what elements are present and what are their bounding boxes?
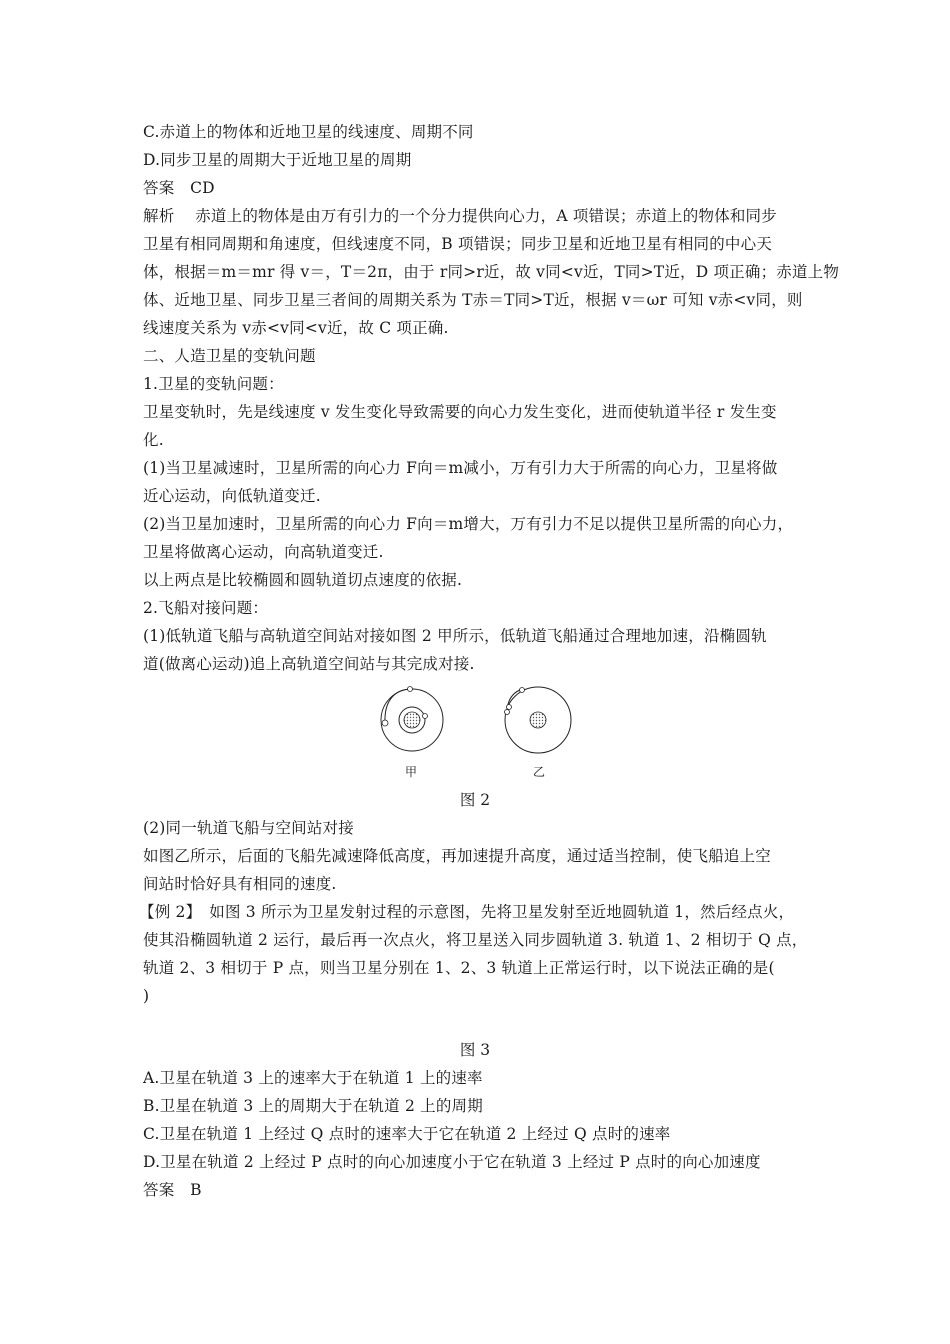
example-2-question: ) — [143, 987, 150, 1005]
analysis-line: 体、近地卫星、同步卫星三者间的周期关系为 T赤＝T同>T近，根据 v＝ωr 可知 v赤<v同，则 — [143, 291, 803, 309]
analysis-line: 体，根据＝m＝mr 得 v＝，T＝2π，由于 r同>r近，故 v同<v近，T同>T近，D 项正确；赤道上物 — [143, 263, 840, 281]
section-heading: 二、人造卫星的变轨问题 — [143, 347, 316, 365]
paragraph-line: (2)当卫星加速时，卫星所需的向心力 F向＝m增大，万有引力不足以提供卫星所需的向心力， — [143, 515, 794, 533]
figure-2a-orbits — [381, 687, 443, 752]
figure-2b-label: 乙 — [533, 765, 546, 779]
figure-2-diagram — [370, 680, 580, 780]
paragraph-line: (1)当卫星减速时，卫星所需的向心力 F向＝m减小，万有引力大于所需的向心力，卫星将做 — [143, 459, 778, 477]
paragraph-line: 卫星变轨时，先是线速度 v 发生变化导致需要的向心力发生变化，进而使轨道半径 r 发生变 — [143, 403, 777, 421]
figure-3-caption: 图 3 — [459, 1041, 491, 1059]
subsection-heading: 2.飞船对接问题： — [143, 599, 269, 617]
analysis-line: 线速度关系为 v赤<v同<v近，故 C 项正确. — [143, 319, 449, 337]
option-a-text: A.卫星在轨道 3 上的速率大于在轨道 1 上的速率 — [143, 1069, 483, 1087]
paragraph-line: 化. — [143, 431, 164, 449]
answer-text: 答案 CD — [143, 179, 215, 197]
example-2-question: 使其沿椭圆轨道 2 运行，最后再一次点火，将卫星送入同步圆轨道 3. 轨道 1、2 相切于 Q 点， — [143, 931, 808, 949]
figure-2a-label: 甲 — [405, 765, 418, 779]
analysis-line: 卫星有相同周期和角速度，但线速度不同，B 项错误；同步卫星和近地卫星有相同的中心天 — [143, 235, 773, 253]
figure-2b-orbits — [505, 687, 572, 753]
figure-2-caption: 图 2 — [459, 791, 491, 809]
option-c-text: C.赤道上的物体和近地卫星的线速度、周期不同 — [143, 123, 474, 141]
paragraph-line: 如图乙所示，后面的飞船先减速降低高度，再加速提升高度，通过适当控制，使飞船追上空 — [143, 847, 772, 865]
option-d-text: D.卫星在轨道 2 上经过 P 点时的向心加速度小于它在轨道 3 上经过 P 点时的向心加速度 — [143, 1153, 761, 1171]
paragraph-line: 以上两点是比较椭圆和圆轨道切点速度的依据. — [143, 571, 463, 589]
subsection-heading: 1.卫星的变轨问题： — [143, 375, 284, 393]
paragraph-line: 道(做离心运动)追上高轨道空间站与其完成对接. — [143, 655, 475, 673]
paragraph-line: 间站时恰好具有相同的速度. — [143, 875, 337, 893]
answer-text: 答案 B — [143, 1181, 202, 1199]
option-b-text: B.卫星在轨道 3 上的周期大于在轨道 2 上的周期 — [143, 1097, 483, 1115]
paragraph-line: (1)低轨道飞船与高轨道空间站对接如图 2 甲所示，低轨道飞船通过合理地加速，沿椭圆轨 — [143, 627, 767, 645]
example-2-question: 轨道 2、3 相切于 P 点，则当卫星分别在 1、2、3 轨道上正常运行时，以下说法正确的是( — [143, 959, 775, 977]
analysis-line: 解析 赤道上的物体是由万有引力的一个分力提供向心力，A 项错误；赤道上的物体和同步 — [143, 207, 777, 225]
option-d-text: D.同步卫星的周期大于近地卫星的周期 — [143, 151, 412, 169]
example-2-question: 【例 2】 如图 3 所示为卫星发射过程的示意图，先将卫星发射至近地圆轨道 1，然后经点火， — [139, 903, 795, 921]
paragraph-line: (2)同一轨道飞船与空间站对接 — [143, 819, 354, 837]
option-c-text: C.卫星在轨道 1 上经过 Q 点时的速率大于它在轨道 2 上经过 Q 点时的速率 — [143, 1125, 671, 1143]
paragraph-line: 近心运动，向低轨道变迁. — [143, 487, 321, 505]
paragraph-line: 卫星将做离心运动，向高轨道变迁. — [143, 543, 384, 561]
